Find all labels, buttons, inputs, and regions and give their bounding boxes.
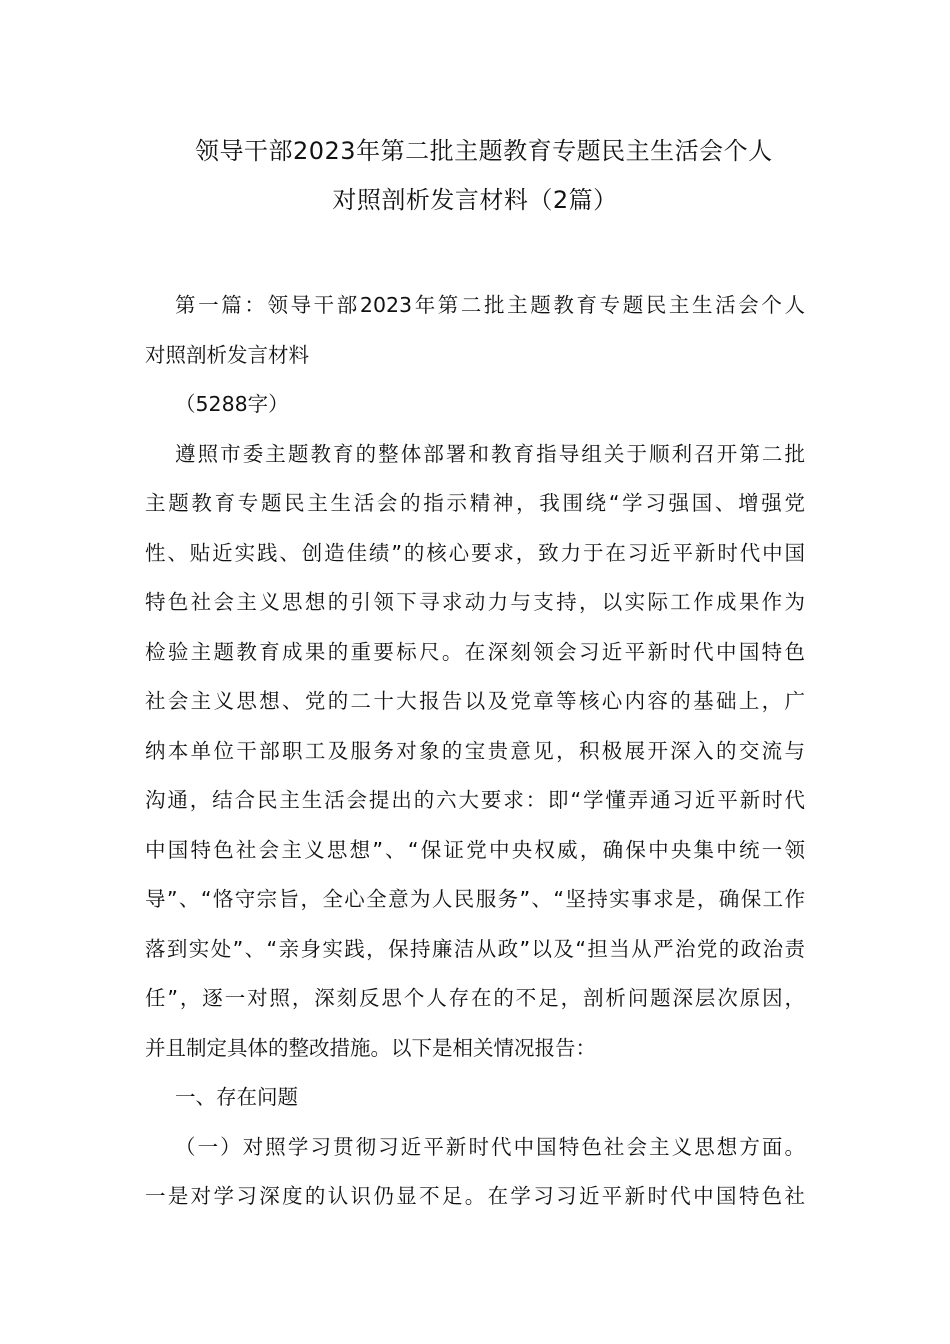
body-text-line: 纳本单位干部职工及服务对象的宝贵意见，积极展开深入的交流与 bbox=[145, 738, 805, 763]
body-text-line: 导”、“恪守宗旨，全心全意为人民服务”、“坚持实事求是，确保工作 bbox=[145, 887, 805, 911]
body-text-line: 沟通，结合民主生活会提出的六大要求：即“学懂弄通习近平新时代 bbox=[145, 788, 805, 812]
body-text-line: 主题教育专题民主生活会的指示精神，我围绕“学习强国、增强党 bbox=[145, 491, 805, 515]
document-title-line-1: 领导干部2023年第二批主题教育专题民主生活会个人 bbox=[195, 137, 773, 165]
body-text-line: 特色社会主义思想的引领下寻求动力与支持，以实际工作成果作为 bbox=[145, 590, 805, 614]
body-text-line: 检验主题教育成果的重要标尺。在深刻领会习近平新时代中国特色 bbox=[145, 639, 805, 664]
body-text-line: 一是对学习深度的认识仍显不足。在学习习近平新时代中国特色社 bbox=[145, 1184, 805, 1208]
body-text-line: 并且制定具体的整改措施。以下是相关情况报告： bbox=[145, 1035, 596, 1060]
document-title-line-2: 对照剖析发言材料（2篇） bbox=[332, 186, 618, 214]
body-text-line: 性、贴近实践、创造佳绩”的核心要求，致力于在习近平新时代中国 bbox=[145, 540, 805, 565]
body-text-line: 第一篇：领导干部2023年第二批主题教育专题民主生活会个人 bbox=[175, 293, 805, 317]
body-text-line: 任”，逐一对照，深刻反思个人存在的不足，剖析问题深层次原因， bbox=[145, 986, 805, 1010]
body-text-line: 一、存在问题 bbox=[175, 1085, 298, 1109]
body-text-line: 社会主义思想、党的二十大报告以及党章等核心内容的基础上，广 bbox=[145, 689, 805, 713]
body-text-line: （5288字） bbox=[175, 392, 289, 416]
body-text-line: 中国特色社会主义思想”、“保证党中央权威，确保中央集中统一领 bbox=[145, 837, 805, 862]
body-text-line: 落到实处”、“亲身实践，保持廉洁从政”以及“担当从严治党的政治责 bbox=[145, 936, 805, 961]
body-text-line: 对照剖析发言材料 bbox=[145, 342, 309, 367]
body-text-line: 遵照市委主题教育的整体部署和教育指导组关于顺利召开第二批 bbox=[175, 441, 805, 466]
body-text-line: （一）对照学习贯彻习近平新时代中国特色社会主义思想方面。 bbox=[175, 1134, 805, 1159]
